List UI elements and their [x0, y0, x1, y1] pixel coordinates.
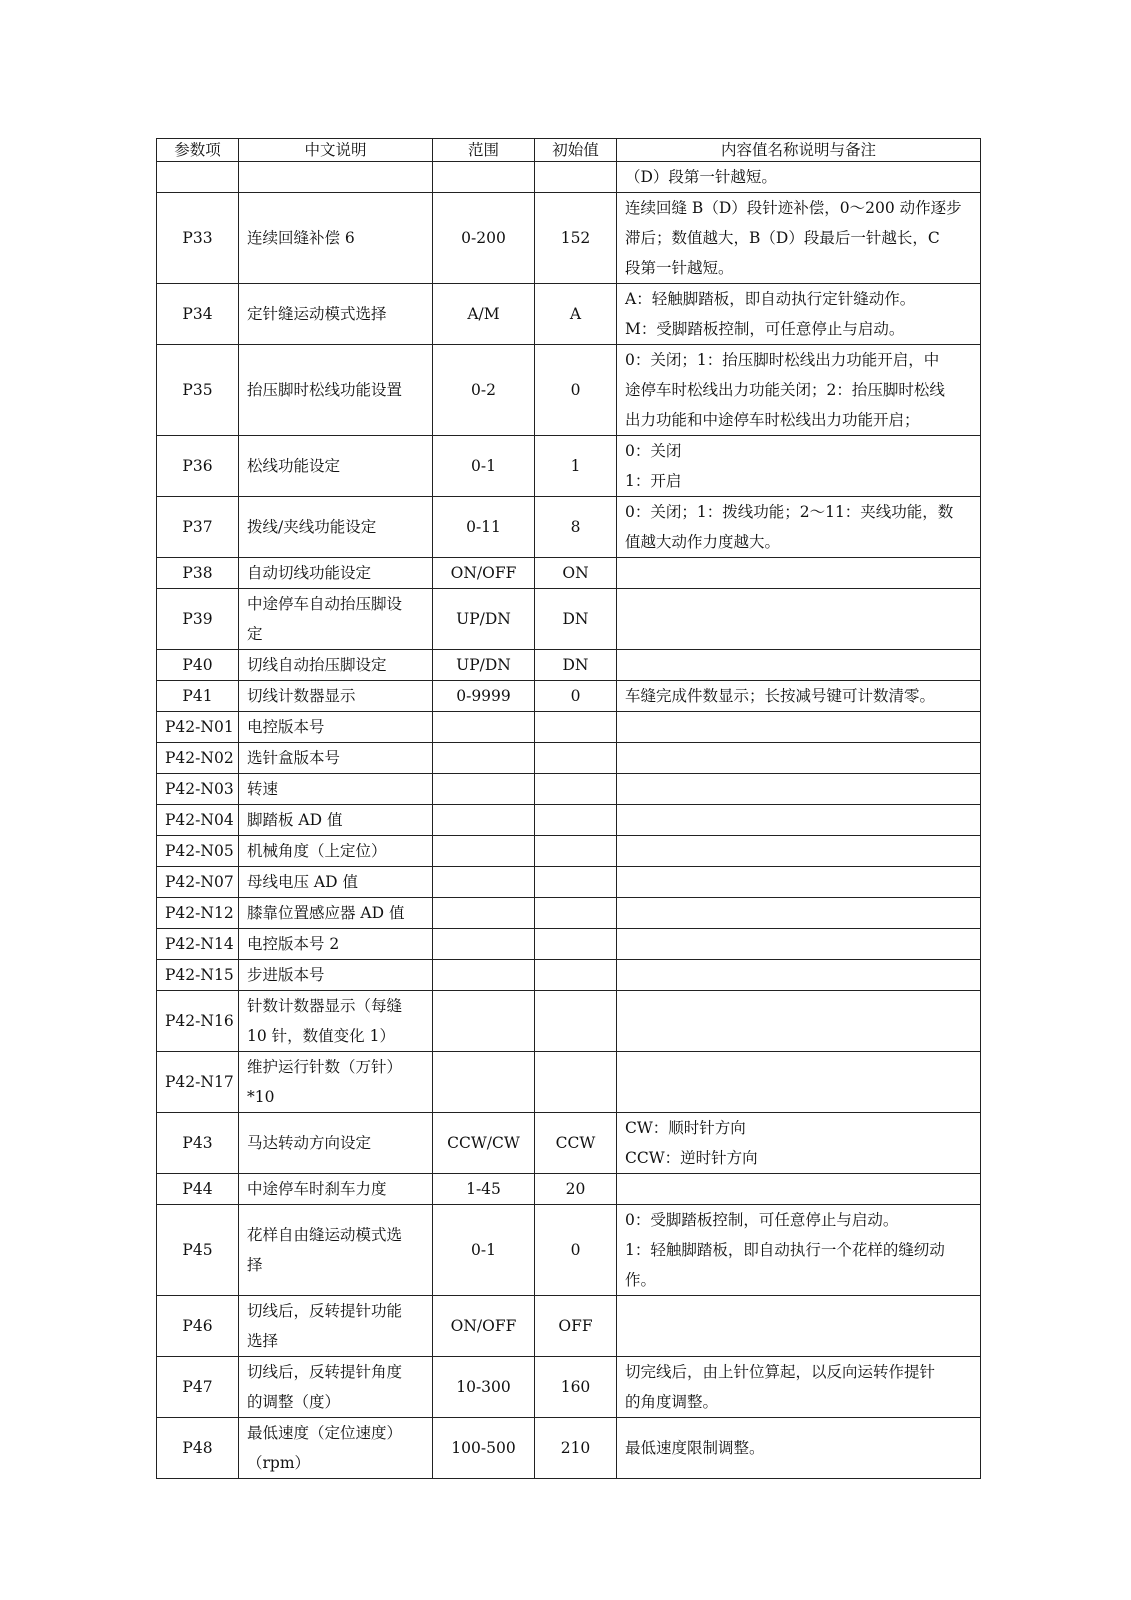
parameter-description-line: 转速 — [247, 780, 279, 798]
parameter-code: P42-N07 — [157, 867, 239, 898]
parameter-remarks-line: 值越大动作力度越大。 — [625, 533, 781, 551]
header-description: 中文说明 — [239, 139, 433, 162]
parameter-remarks — [617, 898, 981, 929]
table-row — [157, 743, 981, 774]
parameter-initial-value — [535, 991, 617, 1052]
parameter-initial-value — [535, 712, 617, 743]
parameter-code: P37 — [157, 497, 239, 558]
parameter-initial-value: 160 — [535, 1357, 617, 1418]
table-row — [157, 898, 981, 929]
table-row — [157, 589, 981, 650]
parameter-description — [239, 991, 433, 1052]
parameter-description-line: 机械角度（上定位） — [247, 842, 387, 860]
parameter-range: 0-2 — [433, 345, 535, 436]
table-row — [157, 1113, 981, 1174]
table-row — [157, 836, 981, 867]
parameter-range: UP/DN — [433, 589, 535, 650]
table-row — [157, 867, 981, 898]
parameter-remarks-line: 车缝完成件数显示；长按减号键可计数清零。 — [625, 687, 936, 705]
parameter-code: P42-N03 — [157, 774, 239, 805]
parameter-description — [239, 345, 433, 436]
parameter-initial-value — [535, 929, 617, 960]
table-row — [157, 960, 981, 991]
parameter-initial-value: DN — [535, 589, 617, 650]
table-row — [157, 929, 981, 960]
parameter-code: P41 — [157, 681, 239, 712]
parameter-description-line: （rpm） — [247, 1454, 311, 1472]
parameter-code: P42-N14 — [157, 929, 239, 960]
parameter-remarks-line: 1：开启 — [625, 472, 682, 490]
parameter-code: P42-N02 — [157, 743, 239, 774]
parameter-description-line: 切线后，反转提针角度 — [247, 1363, 403, 1381]
parameter-remarks — [617, 1418, 981, 1479]
parameter-code: P34 — [157, 284, 239, 345]
parameter-remarks-line: 0：关闭；1：抬压脚时松线出力功能开启，中 — [625, 351, 940, 369]
parameter-remarks — [617, 836, 981, 867]
parameter-range: ON/OFF — [433, 1296, 535, 1357]
parameter-range: 100-500 — [433, 1418, 535, 1479]
parameter-description — [239, 743, 433, 774]
parameter-initial-value — [535, 774, 617, 805]
table-body — [157, 162, 981, 1479]
parameter-remarks — [617, 960, 981, 991]
parameter-remarks-line: 出力功能和中途停车时松线出力功能开启； — [625, 411, 920, 429]
parameter-initial-value: 1 — [535, 436, 617, 497]
parameter-remarks — [617, 1357, 981, 1418]
parameter-remarks — [617, 774, 981, 805]
parameter-description-line: 维护运行针数（万针） — [247, 1058, 403, 1076]
parameter-remarks-line: （D）段第一针越短。 — [625, 168, 777, 186]
parameter-remarks — [617, 284, 981, 345]
parameter-code: P39 — [157, 589, 239, 650]
parameter-description — [239, 1174, 433, 1205]
parameter-description-line: 切线后，反转提针功能 — [247, 1302, 403, 1320]
parameter-range: 1-45 — [433, 1174, 535, 1205]
parameter-code: P42-N15 — [157, 960, 239, 991]
parameter-description — [239, 960, 433, 991]
parameter-range: ON/OFF — [433, 558, 535, 589]
header-range: 范围 — [433, 139, 535, 162]
parameter-description — [239, 1205, 433, 1296]
parameter-description — [239, 836, 433, 867]
parameter-description-line: 切线计数器显示 — [247, 687, 356, 705]
parameter-description-line: 花样自由缝运动模式选 — [247, 1226, 403, 1244]
parameter-remarks — [617, 345, 981, 436]
table-row — [157, 497, 981, 558]
parameter-code: P42-N12 — [157, 898, 239, 929]
parameter-description-line: 连续回缝补偿 6 — [247, 229, 355, 247]
parameter-remarks-line: 0：关闭 — [625, 442, 682, 460]
parameter-code: P42-N16 — [157, 991, 239, 1052]
parameter-remarks-line: CW：顺时针方向 — [625, 1119, 746, 1137]
parameter-initial-value: CCW — [535, 1113, 617, 1174]
table-row — [157, 162, 981, 193]
parameter-description-line: 定 — [247, 625, 263, 643]
parameter-remarks — [617, 1113, 981, 1174]
parameter-code: P33 — [157, 193, 239, 284]
parameter-code: P40 — [157, 650, 239, 681]
parameter-description — [239, 193, 433, 284]
parameter-code: P42-N17 — [157, 1052, 239, 1113]
parameter-initial-value: DN — [535, 650, 617, 681]
parameter-remarks-line: 0：关闭；1：拨线功能；2～11：夹线功能，数 — [625, 503, 954, 521]
parameter-description-line: 松线功能设定 — [247, 457, 341, 475]
parameter-description-line: 膝靠位置感应器 AD 值 — [247, 904, 405, 922]
parameter-remarks — [617, 991, 981, 1052]
parameter-description — [239, 805, 433, 836]
parameter-range: 0-1 — [433, 1205, 535, 1296]
parameter-description-line: 针数计数器显示（每缝 — [247, 997, 403, 1015]
table-row — [157, 805, 981, 836]
parameter-description-line: 最低速度（定位速度） — [247, 1424, 403, 1442]
parameter-description-line: 中途停车时刹车力度 — [247, 1180, 387, 1198]
parameter-initial-value — [535, 1052, 617, 1113]
parameter-remarks-line: A：轻触脚踏板，即自动执行定针缝动作。 — [625, 290, 916, 308]
parameter-remarks — [617, 497, 981, 558]
parameter-description — [239, 284, 433, 345]
parameter-remarks — [617, 681, 981, 712]
parameter-range: UP/DN — [433, 650, 535, 681]
parameter-remarks — [617, 1296, 981, 1357]
parameter-initial-value — [535, 960, 617, 991]
parameter-description-line: 电控版本号 — [247, 718, 325, 736]
parameter-code: P35 — [157, 345, 239, 436]
parameter-initial-value: 8 — [535, 497, 617, 558]
parameter-range — [433, 712, 535, 743]
parameter-description — [239, 867, 433, 898]
parameter-remarks — [617, 193, 981, 284]
parameter-description-line: 选择 — [247, 1332, 279, 1350]
parameter-initial-value — [535, 162, 617, 193]
parameter-code: P42-N04 — [157, 805, 239, 836]
parameter-range: 0-1 — [433, 436, 535, 497]
parameter-range — [433, 867, 535, 898]
table-row — [157, 991, 981, 1052]
parameter-range: CCW/CW — [433, 1113, 535, 1174]
parameter-description — [239, 774, 433, 805]
parameter-remarks — [617, 712, 981, 743]
parameter-description-line: 定针缝运动模式选择 — [247, 305, 387, 323]
parameter-code: P45 — [157, 1205, 239, 1296]
parameter-description-line: 择 — [247, 1256, 263, 1274]
parameter-description-line: 拨线/夹线功能设定 — [247, 518, 377, 536]
parameter-description-line: 步进版本号 — [247, 966, 325, 984]
parameter-code: P42-N05 — [157, 836, 239, 867]
parameter-description — [239, 681, 433, 712]
parameter-initial-value — [535, 805, 617, 836]
parameter-remarks — [617, 650, 981, 681]
parameter-range: 0-9999 — [433, 681, 535, 712]
parameter-remarks-line: 连续回缝 B（D）段针迹补偿，0～200 动作逐步 — [625, 199, 962, 217]
parameter-remarks-line: 滞后；数值越大，B（D）段最后一针越长，C — [625, 229, 940, 247]
parameter-range — [433, 774, 535, 805]
parameter-description — [239, 1418, 433, 1479]
parameter-initial-value — [535, 836, 617, 867]
parameter-range — [433, 805, 535, 836]
parameter-remarks — [617, 867, 981, 898]
parameter-description-line: 10 针，数值变化 1） — [247, 1027, 395, 1045]
parameter-initial-value — [535, 867, 617, 898]
parameter-description-line: 中途停车自动抬压脚设 — [247, 595, 403, 613]
parameter-code: P36 — [157, 436, 239, 497]
parameter-description — [239, 1296, 433, 1357]
parameter-remarks — [617, 1052, 981, 1113]
parameter-code: P42-N01 — [157, 712, 239, 743]
parameter-initial-value: 0 — [535, 1205, 617, 1296]
parameter-remarks — [617, 558, 981, 589]
parameter-range — [433, 162, 535, 193]
table-row — [157, 1418, 981, 1479]
parameter-initial-value: 210 — [535, 1418, 617, 1479]
parameter-description-line: 自动切线功能设定 — [247, 564, 372, 582]
parameter-description — [239, 589, 433, 650]
table-row — [157, 345, 981, 436]
parameter-description — [239, 929, 433, 960]
parameter-initial-value: A — [535, 284, 617, 345]
parameter-initial-value: 152 — [535, 193, 617, 284]
parameter-initial-value — [535, 743, 617, 774]
parameter-description-line: 电控版本号 2 — [247, 935, 340, 953]
parameter-remarks-line: 途停车时松线出力功能关闭；2：抬压脚时松线 — [625, 381, 945, 399]
parameter-description-line: 母线电压 AD 值 — [247, 873, 358, 891]
parameter-description — [239, 712, 433, 743]
table-row — [157, 1205, 981, 1296]
parameter-remarks-line: 1：轻触脚踏板，即自动执行一个花样的缝纫动 — [625, 1241, 945, 1259]
table-row — [157, 774, 981, 805]
parameter-range — [433, 960, 535, 991]
table-row — [157, 681, 981, 712]
parameter-initial-value: OFF — [535, 1296, 617, 1357]
parameter-range: 0-11 — [433, 497, 535, 558]
parameter-remarks — [617, 436, 981, 497]
table-row — [157, 1174, 981, 1205]
parameter-code — [157, 162, 239, 193]
parameter-remarks-line: 最低速度限制调整。 — [625, 1439, 765, 1457]
parameter-description — [239, 1113, 433, 1174]
parameter-description — [239, 1052, 433, 1113]
parameter-table — [156, 138, 981, 1479]
parameter-remarks-line: 段第一针越短。 — [625, 259, 734, 277]
table-row — [157, 650, 981, 681]
parameter-description — [239, 162, 433, 193]
parameter-description-line: 马达转动方向设定 — [247, 1134, 372, 1152]
parameter-remarks-line: 作。 — [625, 1271, 657, 1289]
parameter-range — [433, 1052, 535, 1113]
parameter-remarks — [617, 743, 981, 774]
parameter-description — [239, 436, 433, 497]
parameter-description-line: 切线自动抬压脚设定 — [247, 656, 387, 674]
parameter-description-line: *10 — [247, 1088, 275, 1106]
parameter-description-line: 选针盒版本号 — [247, 749, 341, 767]
parameter-remarks — [617, 1174, 981, 1205]
parameter-range — [433, 836, 535, 867]
parameter-initial-value: 0 — [535, 345, 617, 436]
header-initial-value: 初始值 — [535, 139, 617, 162]
parameter-remarks — [617, 1205, 981, 1296]
parameter-range: 10-300 — [433, 1357, 535, 1418]
parameter-range — [433, 898, 535, 929]
parameter-initial-value — [535, 898, 617, 929]
parameter-remarks-line: 的角度调整。 — [625, 1393, 719, 1411]
parameter-description — [239, 558, 433, 589]
header-remarks: 内容值名称说明与备注 — [617, 139, 981, 162]
parameter-range — [433, 743, 535, 774]
parameter-remarks — [617, 805, 981, 836]
table-row — [157, 1296, 981, 1357]
header-parameter: 参数项 — [157, 139, 239, 162]
table-row — [157, 193, 981, 284]
table-row — [157, 436, 981, 497]
table-row — [157, 284, 981, 345]
parameter-description — [239, 650, 433, 681]
table-header-row — [157, 139, 981, 162]
parameter-description-line: 脚踏板 AD 值 — [247, 811, 343, 829]
parameter-code: P46 — [157, 1296, 239, 1357]
parameter-range: A/M — [433, 284, 535, 345]
table-row — [157, 1052, 981, 1113]
parameter-description-line: 的调整（度） — [247, 1393, 341, 1411]
parameter-description — [239, 1357, 433, 1418]
parameter-remarks — [617, 162, 981, 193]
parameter-remarks-line: 0：受脚踏板控制，可任意停止与启动。 — [625, 1211, 899, 1229]
parameter-remarks-line: CCW：逆时针方向 — [625, 1149, 758, 1167]
parameter-code: P44 — [157, 1174, 239, 1205]
parameter-description-line: 抬压脚时松线功能设置 — [247, 381, 403, 399]
parameter-code: P47 — [157, 1357, 239, 1418]
parameter-initial-value: 20 — [535, 1174, 617, 1205]
parameter-code: P48 — [157, 1418, 239, 1479]
parameter-description — [239, 497, 433, 558]
parameter-initial-value: ON — [535, 558, 617, 589]
parameter-initial-value: 0 — [535, 681, 617, 712]
parameter-code: P38 — [157, 558, 239, 589]
parameter-remarks-line: M：受脚踏板控制，可任意停止与启动。 — [625, 320, 905, 338]
table-row — [157, 1357, 981, 1418]
table-row — [157, 558, 981, 589]
parameter-remarks — [617, 589, 981, 650]
parameter-range — [433, 991, 535, 1052]
parameter-range — [433, 929, 535, 960]
parameter-remarks-line: 切完线后，由上针位算起，以反向运转作提针 — [625, 1363, 936, 1381]
table-row — [157, 712, 981, 743]
parameter-code: P43 — [157, 1113, 239, 1174]
parameter-range: 0-200 — [433, 193, 535, 284]
parameter-remarks — [617, 929, 981, 960]
parameter-description — [239, 898, 433, 929]
